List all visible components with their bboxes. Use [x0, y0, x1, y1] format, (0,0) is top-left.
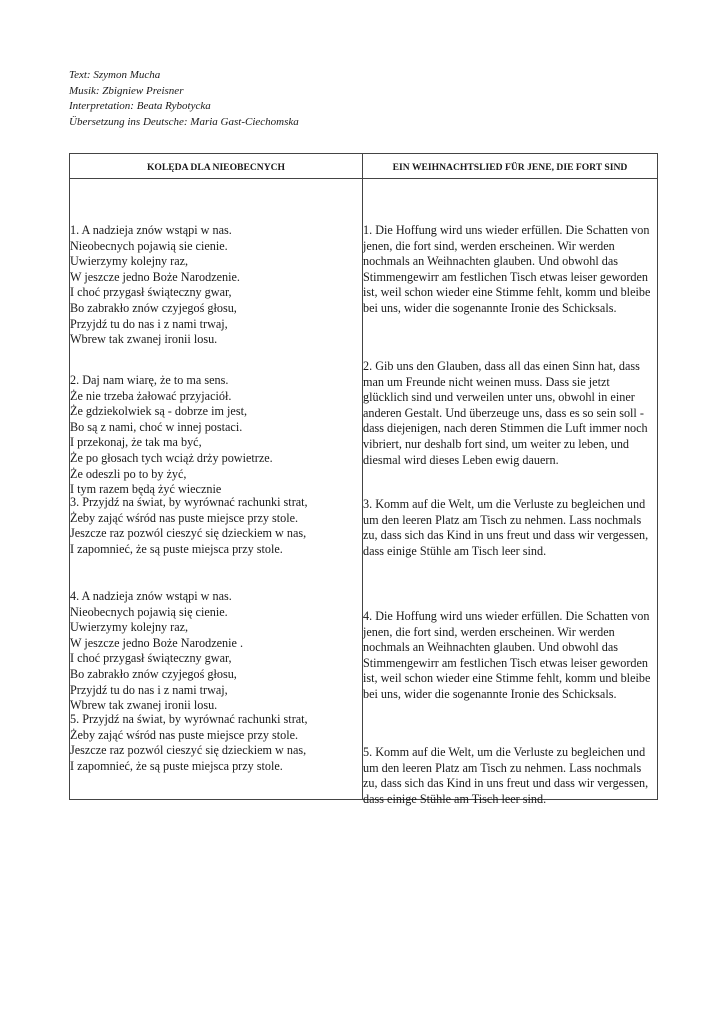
polish-verse-5 [70, 712, 308, 774]
verse-line: Przyjdź tu do nas i z nami trwaj, [70, 316, 228, 331]
german-verses [363, 179, 657, 806]
polish-title-header: KOLĘDA DLA NIEOBECNYCH [70, 154, 363, 179]
verse-line: Że po głosach tych wciąż drży powietrze. [70, 450, 273, 465]
verse-line: Że nie trzeba żałować przyjaciół. [70, 388, 232, 403]
credit-text-author: Text: Szymon Mucha [69, 69, 161, 81]
polish-verses [70, 179, 362, 799]
verse-line: Wbrew tak zwanej ironii losu. [70, 698, 218, 713]
verse-line: Przyjdź tu do nas i z nami trwaj, [70, 682, 228, 697]
verse-line: Bo zabrakło znów czyjegoś głosu, [70, 300, 237, 315]
verse-line: 2. Daj nam wiarę, że to ma sens. [70, 373, 229, 387]
lyrics-table-header-row [70, 154, 658, 179]
credit-music: Musik: Zbigniew Preisner [69, 84, 184, 97]
verse-line: I przekonaj, że tak ma być, [70, 435, 202, 450]
verse-line: Bo zabrakło znów czyjegoś głosu, [70, 666, 237, 681]
verse-line: W jeszcze jedno Boże Narodzenie. [70, 269, 240, 284]
verse-line: Uwierzymy kolejny raz, [70, 254, 189, 269]
polish-verse-3 [70, 495, 308, 557]
lyrics-table-body-row [70, 179, 658, 800]
verse-line: Jeszcze raz pozwól cieszyć się dzieckiem w nas, [70, 743, 307, 758]
verse-line: 5. Przyjdź na świat, by wyrównać rachunki strat, [70, 712, 308, 726]
german-verse-5: 5. Komm auf die Welt, um die Verluste zu begleichen und um den leeren Platz am Tisch zu nehmen. Lass nochmals zu, dass sich das Kind in uns freut und dass wir vergessen, dass einige Stühle am Tisch leer sind. [363, 745, 649, 806]
german-verse-3: 3. Komm auf die Welt, um die Verluste zu begleichen und um den leeren Platz am Tisch zu nehmen. Lass nochmals zu, dass sich das Kind in uns freut und dass wir vergessen, dass einige Stühle am Tisch leer sind. [363, 497, 649, 558]
german-verse-2: 2. Gib uns den Glauben, dass all das einen Sinn hat, dass man um Freunde nicht weinen muss. Dass sie jetzt glücklich sind und verweilen unter uns, obwohl in einer anderen Gestalt. Und überzeuge uns, dass es so sein soll - dass diejenigen, nach deren Stimmen die Luft immer noch vibriert, nur deshalb fort sind, um weiter zu leben, und diesmal wird dieses Leben ewig dauern. [363, 359, 648, 467]
verse-line: 3. Przyjdź na świat, by wyrównać rachunki strat, [70, 495, 308, 509]
verse-line: I choć przygasł świąteczny gwar, [70, 285, 232, 300]
polish-verse-2 [70, 373, 273, 498]
german-title-header: EIN WEIHNACHTSLIED FÜR JENE, DIE FORT SIND [363, 154, 658, 179]
verse-line: I zapomnieć, że są puste miejsca przy stole. [70, 541, 283, 556]
verse-line: Uwierzymy kolejny raz, [70, 620, 189, 635]
verse-line: Nieobecnych pojawią się cienie. [70, 604, 228, 619]
verse-line: Żeby zająć wśród nas puste miejsce przy stole. [70, 510, 299, 525]
lyrics-table [69, 153, 658, 806]
polish-lyrics-column [70, 179, 363, 800]
verse-line: W jeszcze jedno Boże Narodzenie . [70, 635, 244, 650]
polish-verse-1 [70, 223, 240, 348]
credit-interpretation: Interpretation: Beata Rybotycka [69, 100, 211, 112]
verse-line: Bo są z nami, choć w innej postaci. [70, 419, 243, 434]
credit-translation: Übersetzung ins Deutsche: Maria Gast-Ciechomska [69, 115, 299, 128]
verse-line: I choć przygasł świąteczny gwar, [70, 651, 232, 666]
verse-line: Jeszcze raz pozwól cieszyć się dzieckiem w nas, [70, 526, 307, 541]
credits-block [69, 68, 299, 130]
german-lyrics-column [363, 179, 658, 806]
verse-line: Nieobecnych pojawią sie cienie. [70, 238, 228, 253]
verse-line: I tym razem będą żyć wiecznie [70, 482, 222, 497]
verse-line: Że gdziekolwiek są - dobrze im jest, [70, 404, 247, 419]
verse-line: Wbrew tak zwanej ironii losu. [70, 332, 218, 347]
polish-verse-4 [70, 589, 243, 714]
verse-line: 1. A nadzieja znów wstąpi w nas. [70, 223, 232, 237]
verse-line: Żeby zająć wśród nas puste miejsce przy stole. [70, 727, 299, 742]
german-verse-1: 1. Die Hoffung wird uns wieder erfüllen. Die Schatten von jenen, die fort sind, werden erscheinen. Wir werden nochmals an Weihnachten glauben. Und obwohl das Stimmengewirr am festlichen Tisch etwas leiser geworden ist, weil schon wieder eine Stimme fehlt, komm und bleibe bei uns, wider die sogenannte Ironie des Schicksals. [363, 223, 651, 315]
german-verse-4: 4. Die Hoffung wird uns wieder erfüllen. Die Schatten von jenen, die fort sind, werden erscheinen. Wir werden nochmals an Weihnachten glauben. Und obwohl das Stimmengewirr am festlichen Tisch etwas leiser geworden ist, weil schon wieder eine Stimme fehlt, komm und bleibe bei uns, wider die sogenannte Ironie des Schicksals. [363, 609, 651, 701]
verse-line: 4. A nadzieja znów wstąpi w nas. [70, 589, 232, 603]
verse-line: I zapomnieć, że są puste miejsca przy stole. [70, 758, 283, 773]
verse-line: Że odeszli po to by żyć, [70, 466, 187, 481]
